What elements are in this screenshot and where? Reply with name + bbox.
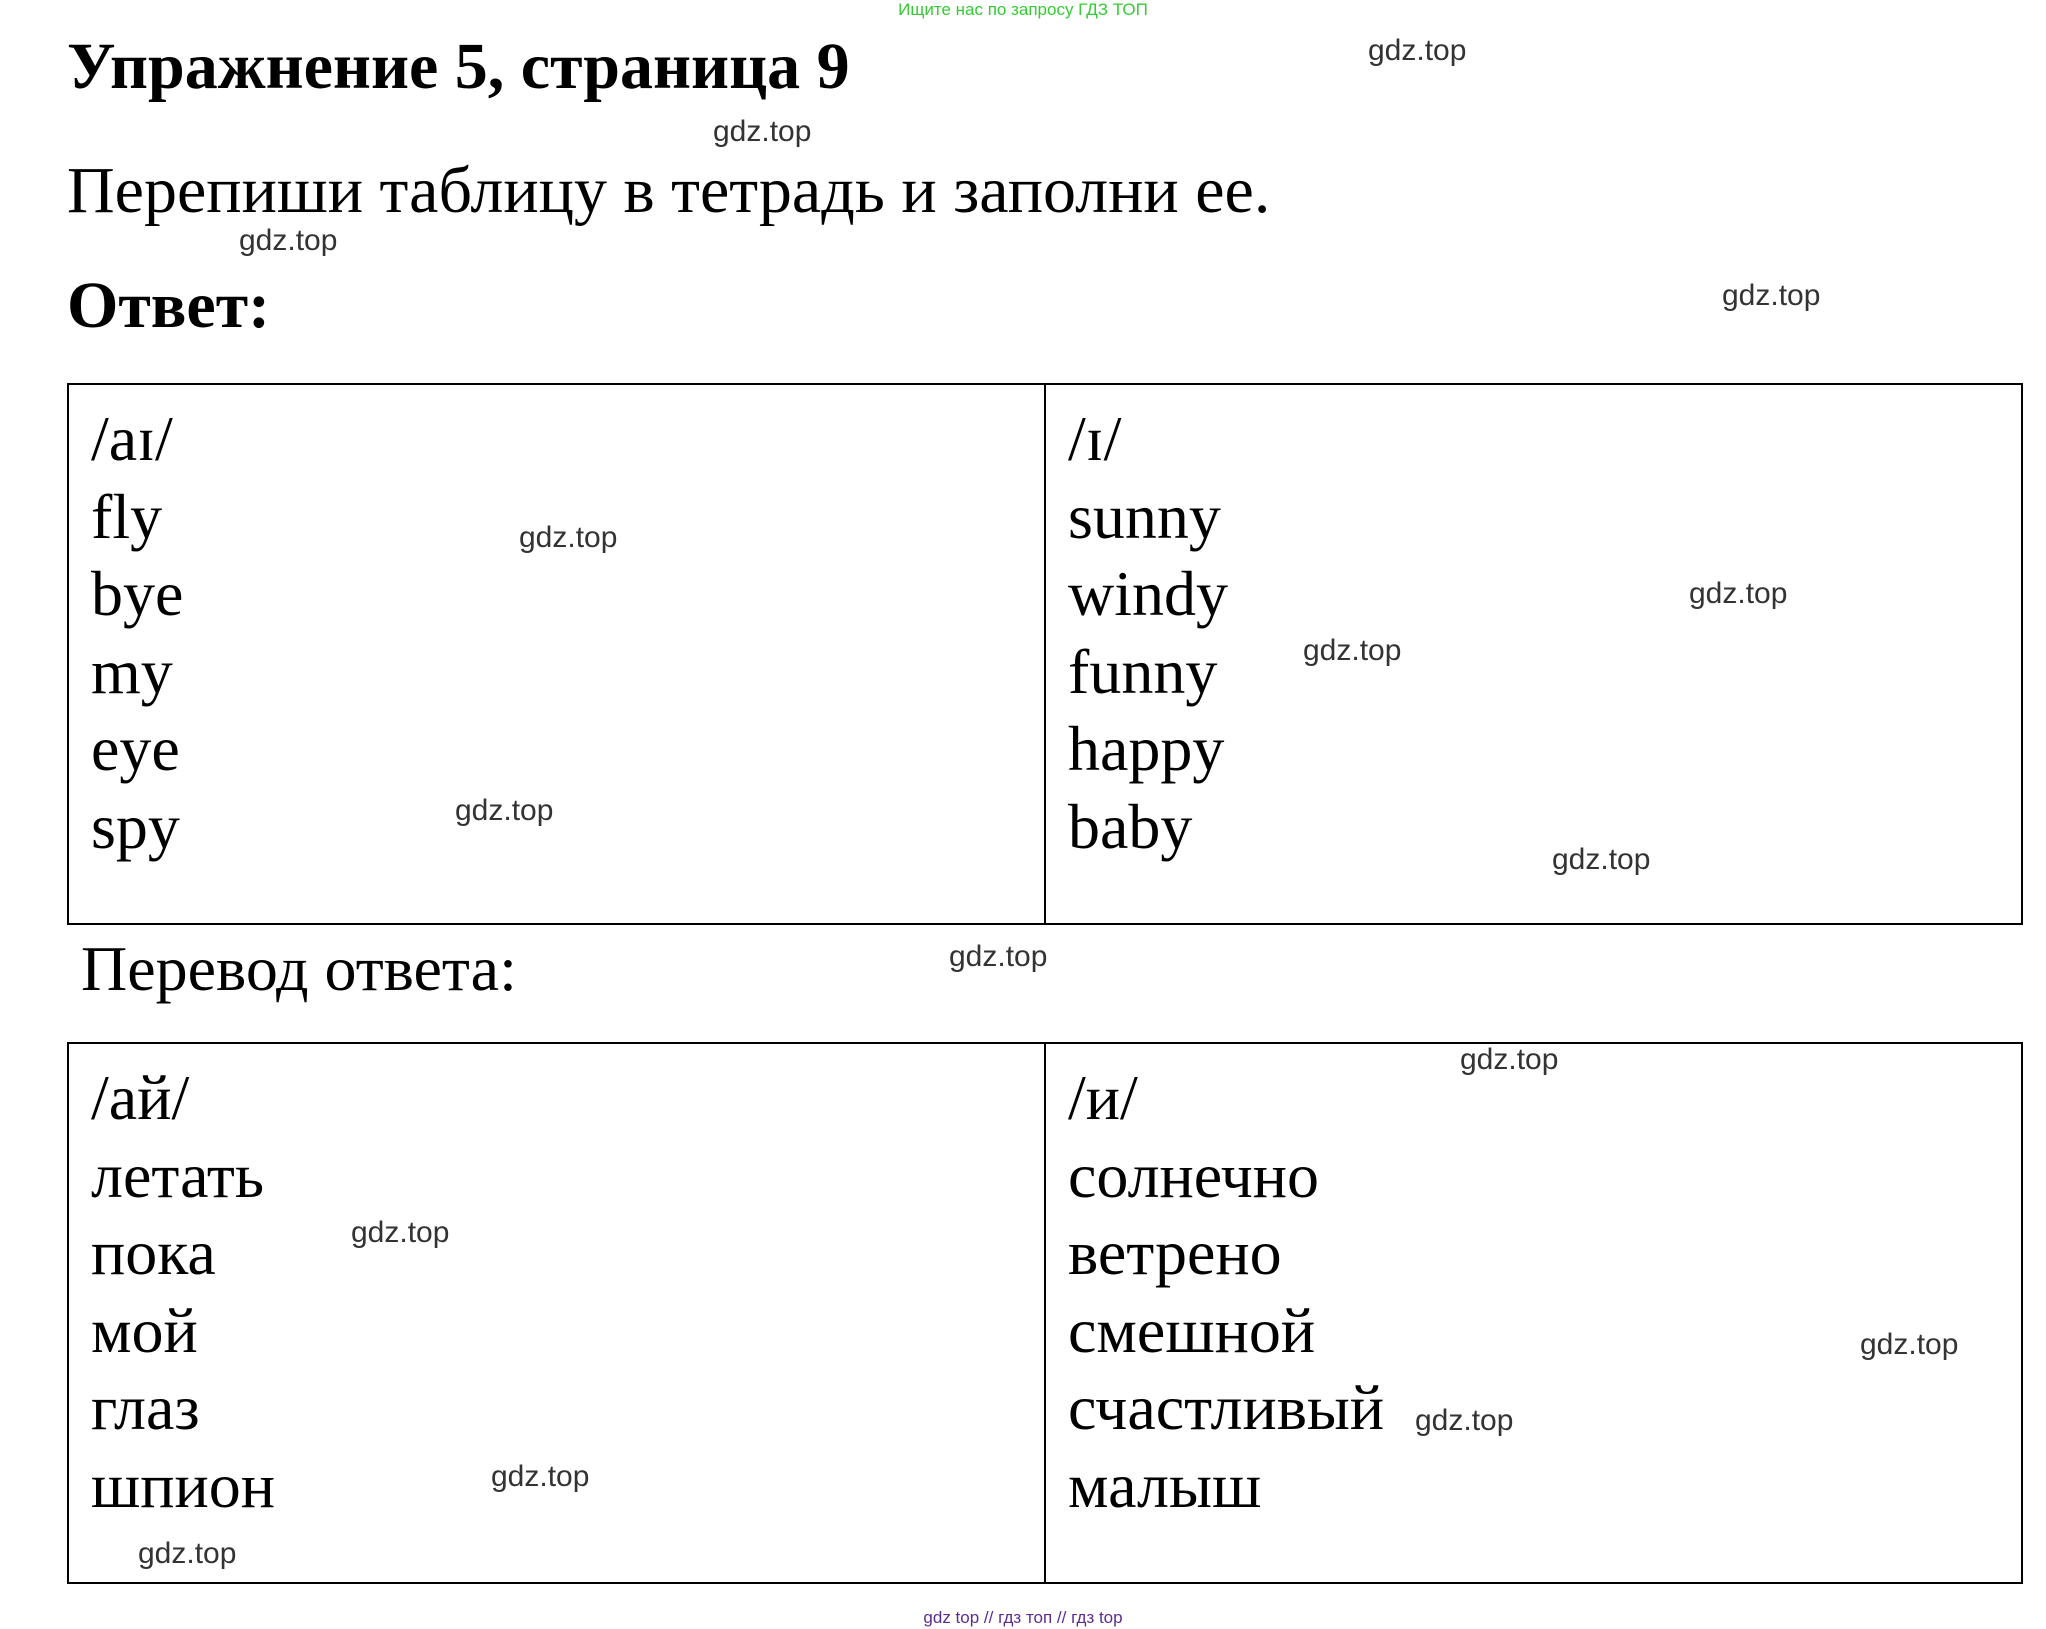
word-item: happy: [1068, 713, 1225, 784]
russian-column-ai: [68, 1043, 1045, 1583]
russian-column-i: [1045, 1043, 2022, 1583]
column-header: /и/: [1068, 1062, 1138, 1133]
word-item: bye: [91, 558, 184, 629]
english-column-ai: [68, 384, 1045, 924]
watermark: gdz.top: [1368, 34, 1467, 67]
watermark: gdz.top: [1460, 1043, 1559, 1076]
word-item: eye: [91, 713, 180, 784]
watermark: gdz.top: [519, 521, 618, 554]
column-header: /ɪ/: [1068, 403, 1122, 474]
word-item: baby: [1068, 790, 1193, 862]
watermark: gdz.top: [138, 1537, 237, 1570]
word-item: пока: [91, 1217, 216, 1288]
word-item: funny: [1068, 635, 1218, 707]
answer-label: Ответ:: [67, 269, 271, 342]
word-item: ветрено: [1068, 1217, 1282, 1288]
word-item: шпион: [91, 1449, 276, 1521]
word-item: летать: [91, 1139, 264, 1211]
watermark: gdz.top: [1860, 1328, 1959, 1361]
watermark: gdz.top: [491, 1460, 590, 1493]
word-item: sunny: [1068, 480, 1221, 552]
word-item: малыш: [1068, 1449, 1262, 1521]
watermark: gdz.top: [949, 940, 1048, 973]
english-column-i: [1045, 384, 2022, 924]
translation-label: Перевод ответа:: [81, 933, 517, 1004]
word-item: my: [91, 635, 173, 707]
top-banner: Ищите нас по запросу ГДЗ ТОП: [898, 0, 1148, 19]
watermark: gdz.top: [1552, 843, 1651, 876]
watermark: gdz.top: [455, 794, 554, 827]
word-item: глаз: [91, 1372, 200, 1443]
watermark: gdz.top: [1415, 1404, 1514, 1437]
watermark: gdz.top: [239, 224, 338, 257]
word-item: fly: [91, 480, 163, 552]
word-item: windy: [1068, 558, 1228, 629]
word-item: spy: [91, 790, 180, 862]
watermark: gdz.top: [351, 1216, 450, 1249]
watermark: gdz.top: [1303, 634, 1402, 667]
page-title: Упражнение 5, страница 9: [67, 30, 850, 103]
english-answer-table: [67, 383, 2023, 925]
footer-links[interactable]: gdz top // гдз топ // гдз top: [923, 1608, 1123, 1627]
word-item: мой: [91, 1294, 198, 1366]
column-header: /ай/: [91, 1062, 190, 1133]
watermark: gdz.top: [1722, 279, 1821, 312]
russian-translation-table: [67, 1042, 2023, 1584]
exercise-instruction: Перепиши таблицу в тетрадь и заполни ее.: [67, 154, 1271, 227]
word-item: солнечно: [1068, 1139, 1319, 1211]
watermark: gdz.top: [713, 115, 812, 148]
word-item: счастливый: [1068, 1372, 1385, 1443]
word-item: смешной: [1068, 1294, 1316, 1366]
column-header: /aɪ/: [91, 403, 173, 474]
watermark: gdz.top: [1689, 577, 1788, 610]
